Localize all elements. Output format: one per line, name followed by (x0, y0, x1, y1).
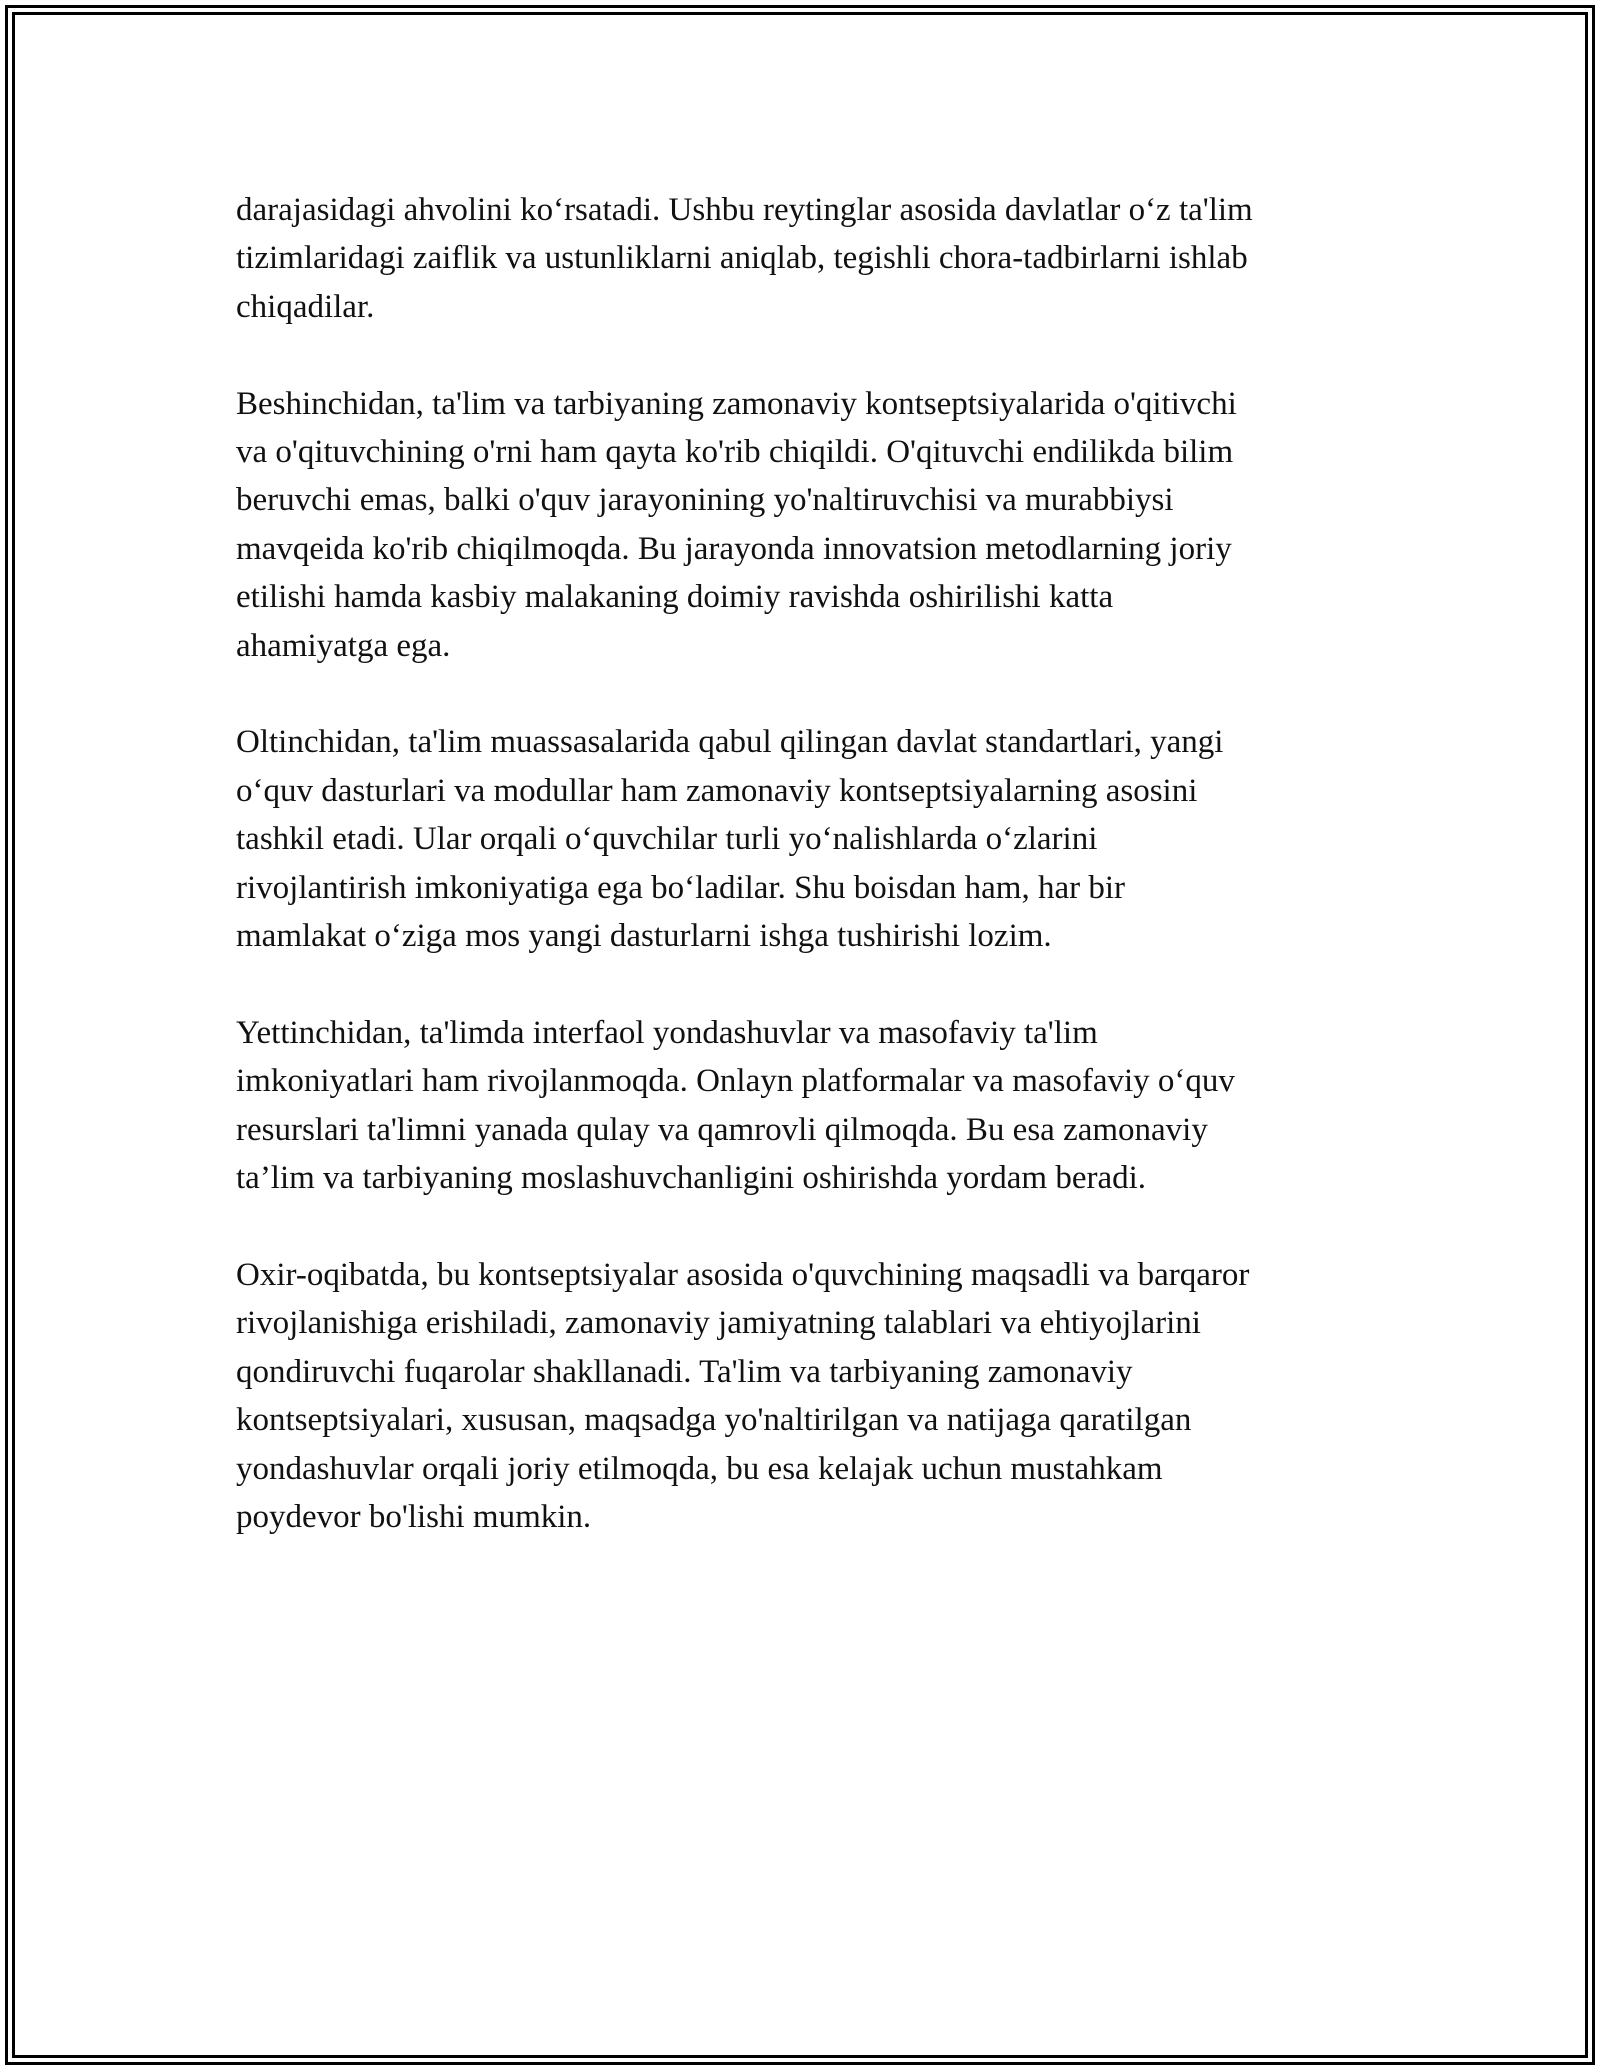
text-line: oʻquv dasturlari va modullar ham zamonaviy kontseptsiyalarning asosini (236, 772, 1198, 809)
text-line: mavqeida ko'rib chiqilmoqda. Bu jarayonda innovatsion metodlarning joriy (236, 530, 1232, 567)
text-line: darajasidagi ahvolini koʻrsatadi. Ushbu reytinglar asosida davlatlar oʻz ta'lim (236, 192, 1253, 228)
text-line: ahamiyatga ega. (236, 627, 451, 664)
paragraph-5 (236, 1251, 1371, 1541)
text-line: Oxir-oqibatda, bu kontseptsiyalar asosida o'quvchining maqsadli va barqaror (236, 1256, 1250, 1293)
text-line: tizimlaridagi zaiflik va ustunliklarni aniqlab, tegishli chora-tadbirlarni ishlab (236, 240, 1248, 277)
text-line: tashkil etadi. Ular orqali oʻquvchilar turli yoʻnalishlarda oʻzlarini (236, 821, 1098, 858)
text-line: Beshinchidan, ta'lim va tarbiyaning zamonaviy kontseptsiyalarida o'qitivchi (236, 385, 1237, 422)
text-line: rivojlantirish imkoniyatiga ega boʻladilar. Shu boisdan ham, har bir (236, 869, 1125, 906)
text-line: beruvchi emas, balki o'quv jarayonining yo'naltiruvchisi va murabbiysi (236, 482, 1174, 519)
text-line: chiqadilar. (236, 288, 375, 325)
text-line: yondashuvlar orqali joriy etilmoqda, bu esa kelajak uchun mustahkam (236, 1450, 1163, 1487)
text-line: va o'qituvchining o'rni ham qayta ko'rib chiqildi. O'qituvchi endilikda bilim (236, 434, 1234, 471)
paragraph-3 (236, 718, 1371, 960)
document-body (236, 186, 1371, 1590)
text-line: Oltinchidan, ta'lim muassasalarida qabul qilingan davlat standartlari, yangi (236, 724, 1224, 761)
text-line: poydevor bo'lishi mumkin. (236, 1498, 592, 1535)
text-line: rivojlanishiga erishiladi, zamonaviy jamiyatning talablari va ehtiyojlarini (236, 1305, 1201, 1342)
paragraph-1 (236, 186, 1371, 331)
paragraph-4 (236, 1009, 1371, 1203)
paragraph-2 (236, 380, 1371, 670)
text-line: qondiruvchi fuqarolar shakllanadi. Ta'lim va tarbiyaning zamonaviy (236, 1353, 1133, 1390)
text-line: kontseptsiyalari, xususan, maqsadga yo'naltirilgan va natijaga qaratilgan (236, 1402, 1192, 1439)
text-line: resurslari ta'limni yanada qulay va qamrovli qilmoqda. Bu esa zamonaviy (236, 1111, 1208, 1148)
text-line: mamlakat oʻziga mos yangi dasturlarni ishga tushirishi lozim. (236, 918, 1052, 955)
text-line: ta’lim va tarbiyaning moslashuvchanligini oshirishda yordam beradi. (236, 1160, 1147, 1197)
text-line: imkoniyatlari ham rivojlanmoqda. Onlayn platformalar va masofaviy oʻquv (236, 1063, 1235, 1100)
text-line: etilishi hamda kasbiy malakaning doimiy ravishda oshirilishi katta (236, 579, 1114, 616)
text-line: Yettinchidan, ta'limda interfaol yondashuvlar va masofaviy ta'lim (236, 1014, 1098, 1051)
